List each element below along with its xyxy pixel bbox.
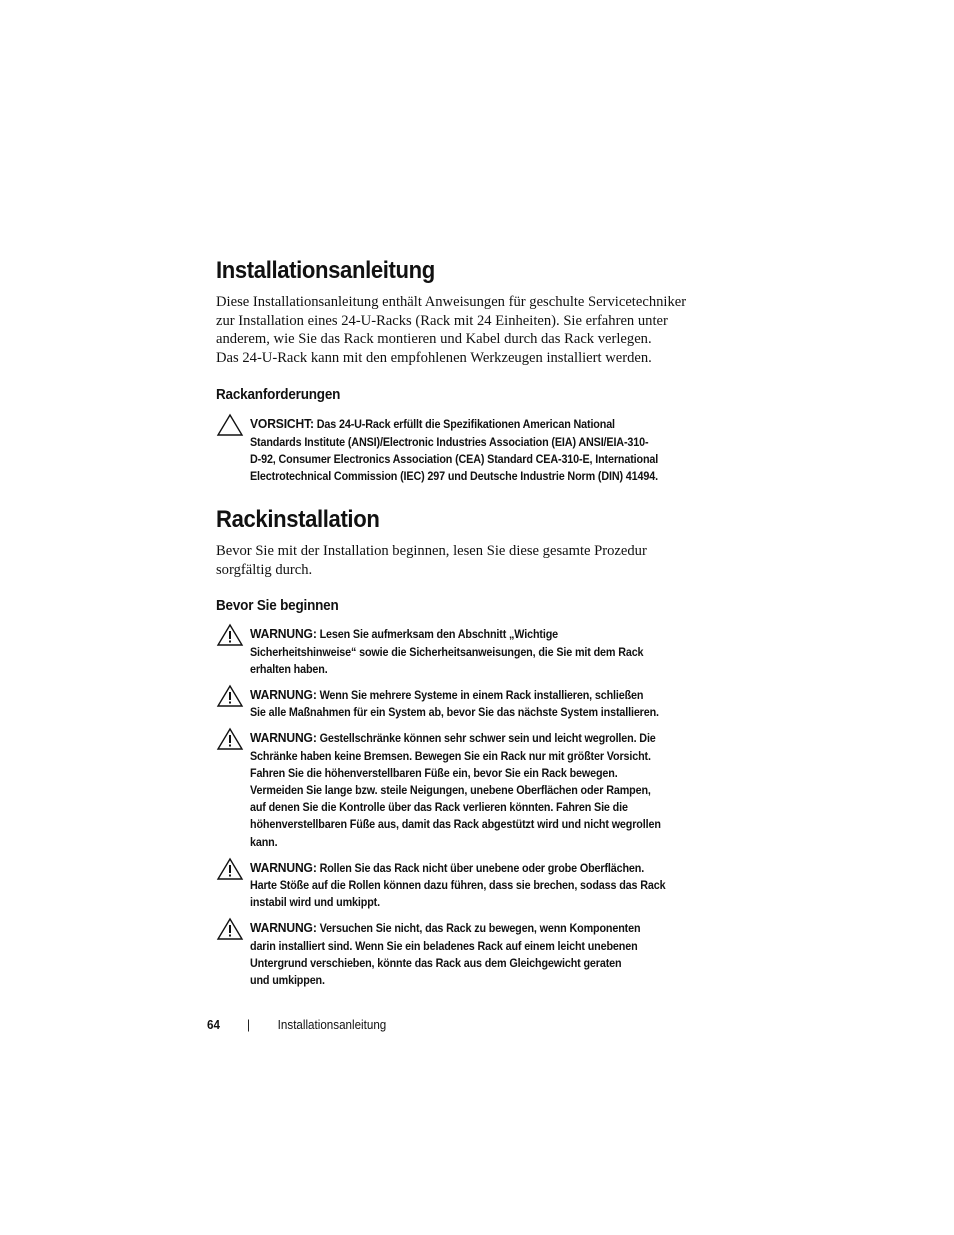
warning-triangle-icon <box>216 917 244 941</box>
warning-notice <box>216 686 722 721</box>
paragraph-line: anderem, wie Sie das Rack montieren und Kabel durch das Rack verlegen. <box>216 331 652 348</box>
warning-line: Untergrund verschieben, könnte das Rack aus dem Gleichgewicht geraten <box>250 956 622 970</box>
warning-label: WARNUNG: <box>250 859 317 875</box>
warning-triangle-icon <box>216 857 244 881</box>
warning-line: darin installiert sind. Wenn Sie ein beladenes Rack auf einem leicht unebenen <box>250 939 638 953</box>
warning-line: erhalten haben. <box>250 662 328 676</box>
warning-line: Schränke haben keine Bremsen. Bewegen Sie ein Rack nur mit größter Vorsicht. <box>250 749 651 763</box>
paragraph-line: sorgfältig durch. <box>216 561 313 578</box>
warning-line: Versuchen Sie nicht, das Rack zu bewegen, wenn Komponenten <box>319 922 641 936</box>
caution-line: Das 24-U-Rack erfüllt die Spezifikationen American National <box>316 418 615 432</box>
warning-line: Sicherheitshinweise“ sowie die Sicherheitsanweisungen, die Sie mit dem Rack <box>250 645 644 659</box>
warning-line: Gestellschränke können sehr schwer sein und leicht wegrollen. Die <box>319 732 656 746</box>
warning-line: kann. <box>250 835 278 849</box>
paragraph-line: Diese Installationsanleitung enthält Anweisungen für geschulte Servicetechniker <box>216 294 687 310</box>
warning-triangle-icon <box>216 623 244 647</box>
caution-line: Standards Institute (ANSI)/Electronic Industries Association (EIA) ANSI/EIA-310- <box>250 435 649 449</box>
warning-label: WARNUNG: <box>250 686 317 702</box>
warning-line: Vermeiden Sie lange bzw. steile Neigungen, unebene Oberflächen oder Rampen, <box>250 784 651 797</box>
subheading-rackanforderungen: Rackanforderungen <box>216 387 341 404</box>
warning-text <box>250 729 743 850</box>
warning-line: auf denen Sie die Kontrolle über das Rack verlieren könnten. Fahren Sie die <box>250 801 628 815</box>
warning-triangle-icon <box>216 684 244 708</box>
intro-paragraph <box>216 293 722 367</box>
caution-line: Electrotechnical Commission (IEC) 297 und Deutsche Industrie Norm (DIN) 41494. <box>250 469 658 483</box>
warning-line: Rollen Sie das Rack nicht über unebene oder grobe Oberflächen. <box>319 861 645 875</box>
warning-line: und umkippen. <box>250 974 325 988</box>
warning-notice <box>216 859 722 912</box>
warning-label: WARNUNG: <box>250 730 317 746</box>
footer-separator: | <box>246 1018 251 1032</box>
warning-line: Fahren Sie die höhenverstellbaren Füße ein, bevor Sie ein Rack bewegen. <box>250 766 618 780</box>
warning-notice <box>216 729 722 850</box>
warning-text <box>250 859 743 912</box>
warning-label: WARNUNG: <box>250 920 317 936</box>
warning-text <box>250 919 743 989</box>
section-title-rackinstallation: Rackinstallation <box>216 506 380 534</box>
footer-title: Installationsanleitung <box>277 1018 387 1032</box>
caution-line: D-92, Consumer Electronics Association (CEA) Standard CEA-310-E, International <box>250 452 659 466</box>
caution-notice <box>216 415 722 485</box>
warning-line: höhenverstellbaren Füße aus, damit das Rack abgestützt wird und nicht wegrollen <box>250 818 661 832</box>
rackinstallation-paragraph <box>216 542 722 579</box>
warning-triangle-icon <box>216 727 244 751</box>
warning-text <box>250 625 743 678</box>
warning-notice <box>216 919 722 989</box>
caution-label: VORSICHT: <box>250 416 314 432</box>
paragraph-line: zur Installation eines 24-U-Racks (Rack mit 24 Einheiten). Sie erfahren unter <box>216 312 668 329</box>
section-title-installationsanleitung: Installationsanleitung <box>216 257 435 284</box>
warning-line: Lesen Sie aufmerksam den Abschnitt „Wichtige <box>319 628 559 642</box>
paragraph-line: Das 24-U-Rack kann mit den empfohlenen Werkzeugen installiert werden. <box>216 349 652 366</box>
paragraph-line: Bevor Sie mit der Installation beginnen, lesen Sie diese gesamte Prozedur <box>216 543 647 560</box>
caution-text <box>250 415 743 485</box>
page-footer <box>207 1016 387 1034</box>
warning-line: Wenn Sie mehrere Systeme in einem Rack installieren, schließen <box>319 688 644 702</box>
caution-triangle-icon <box>216 413 244 437</box>
warning-notice <box>216 625 722 678</box>
warning-label: WARNUNG: <box>250 626 317 642</box>
page-number: 64 <box>207 1018 220 1032</box>
warning-text <box>250 686 743 721</box>
subheading-bevor-sie-beginnen: Bevor Sie beginnen <box>216 598 339 615</box>
page-content <box>216 254 722 989</box>
warning-line: instabil wird und umkippt. <box>250 896 380 910</box>
warning-line: Harte Stöße auf die Rollen können dazu führen, dass sie brechen, sodass das Rack <box>250 879 666 893</box>
warning-line: Sie alle Maßnahmen für ein System ab, bevor Sie das nächste System installieren. <box>250 706 659 720</box>
